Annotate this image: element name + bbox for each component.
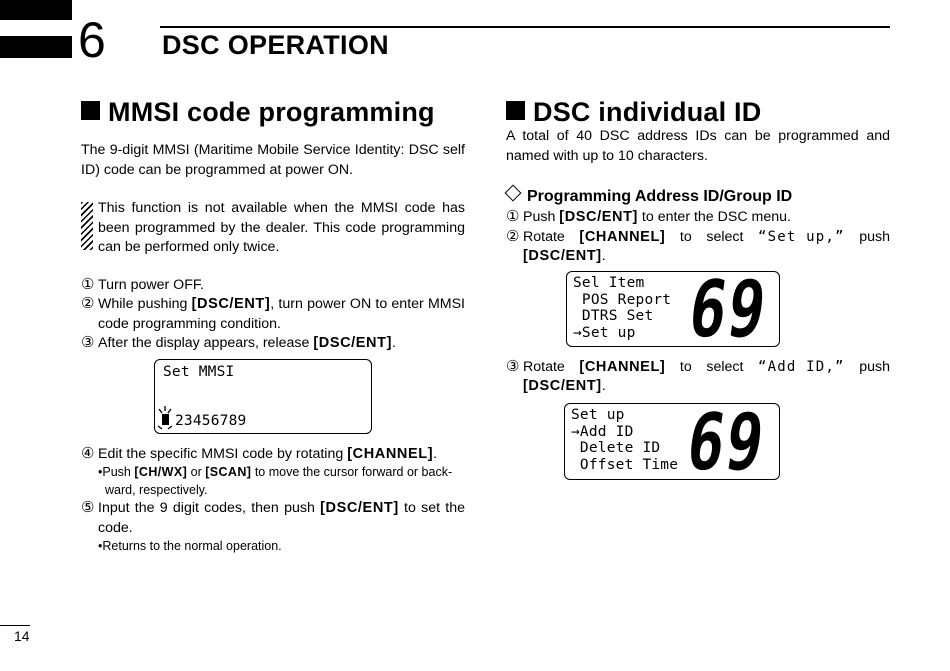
mmsi-step-2 xyxy=(98,295,465,334)
dsc-id-subtitle xyxy=(503,187,792,206)
key-label: [CHANNEL] xyxy=(579,359,666,375)
step-text: . xyxy=(601,378,606,394)
step-text: . xyxy=(392,335,396,351)
lcd-line: DTRS Set xyxy=(573,308,654,324)
square-bullet-icon xyxy=(506,101,525,120)
step-text: While pushing xyxy=(98,296,192,312)
key-label: [DSC/ENT] xyxy=(313,335,393,351)
chapter-tab-top xyxy=(0,0,72,20)
subtitle-text: Programming Address ID/Group ID xyxy=(527,188,793,205)
step-text: to xyxy=(679,359,692,375)
mmsi-title-text: MMSI code programming xyxy=(108,97,435,127)
lcd-line: Delete ID xyxy=(571,440,661,456)
step-text: to set the code. xyxy=(98,500,465,536)
lcd-line: →Add ID xyxy=(571,423,634,440)
page-number-rule xyxy=(0,625,30,626)
step-text: select xyxy=(706,359,744,375)
step-text: push xyxy=(859,359,890,375)
mmsi-section-title xyxy=(81,97,435,128)
dsc-id-step-2 xyxy=(523,228,890,248)
bullet-text: •Push xyxy=(98,465,135,479)
bullet-text: or xyxy=(187,465,206,479)
step-text: Push xyxy=(523,209,560,225)
mmsi-step-4-bullet xyxy=(98,463,465,481)
dsc-id-section-title xyxy=(506,97,761,128)
mmsi-step-4-bullet-cont: ward, respectively. xyxy=(105,483,208,497)
channel-number: 69 xyxy=(683,265,773,355)
step-text: push xyxy=(859,229,890,245)
mmsi-step-1 xyxy=(98,276,465,296)
mmsi-step-5-bullet: •Returns to the normal operation. xyxy=(98,539,282,553)
dsc-id-step-1 xyxy=(523,208,890,228)
step-number: ② xyxy=(506,228,520,245)
key-label: [CHANNEL] xyxy=(579,229,666,245)
dsc-id-step-3-cont xyxy=(523,377,890,397)
step-number: ③ xyxy=(506,358,520,375)
key-label: [DSC/ENT] xyxy=(523,248,602,264)
lcd-line: →Set up xyxy=(573,324,636,341)
key-label: [SCAN] xyxy=(205,465,252,479)
step-text: Input the 9 digit codes, then push xyxy=(98,500,321,516)
dsc-id-step-2-cont xyxy=(523,247,890,267)
lcd-text-inline: “Set up,” xyxy=(757,229,845,245)
dsc-lcd-display-1 xyxy=(566,265,780,355)
page-number: 14 xyxy=(14,628,30,644)
step-text: , turn power ON to enter MMSI code programming condition. xyxy=(98,296,465,332)
chapter-number: 6 xyxy=(78,12,106,68)
dsc-id-intro: A total of 40 DSC address IDs can be programmed and named with up to 10 characters. xyxy=(506,128,890,164)
mmsi-step-3 xyxy=(98,334,465,354)
dsc-id-step-3 xyxy=(523,358,890,378)
step-number: ② xyxy=(81,295,95,312)
key-label: [CH/WX] xyxy=(134,465,188,479)
mmsi-step-4 xyxy=(98,445,465,465)
square-bullet-icon xyxy=(81,101,100,120)
step-text: Rotate xyxy=(523,229,565,245)
header-rule xyxy=(160,26,890,28)
mmsi-intro: The 9-digit MMSI (Maritime Mobile Service Identity: DSC self ID) code can be programmed at power ON. xyxy=(81,142,465,178)
chapter-title: DSC OPERATION xyxy=(162,30,389,60)
mmsi-lcd-display xyxy=(154,359,372,434)
lcd-line: Set MMSI xyxy=(163,364,235,380)
lcd-text-inline: “Add ID,” xyxy=(757,359,845,375)
step-number: ⑤ xyxy=(81,499,95,516)
step-text: . xyxy=(601,248,606,264)
key-label: [DSC/ENT] xyxy=(523,378,602,394)
dsc-id-title-text: DSC individual ID xyxy=(533,97,762,127)
key-label: [DSC/ENT] xyxy=(191,296,271,312)
step-text: After the display appears, release xyxy=(98,335,314,351)
key-label: [DSC/ENT] xyxy=(320,500,399,516)
step-number: ① xyxy=(506,208,520,225)
key-label: [CHANNEL] xyxy=(347,446,434,462)
dsc-lcd-display-2 xyxy=(564,398,780,488)
step-text: Rotate xyxy=(523,359,565,375)
blinking-cursor-icon xyxy=(157,406,173,430)
step-text: . xyxy=(433,446,438,462)
step-text: to xyxy=(679,229,692,245)
step-number: ④ xyxy=(81,445,95,462)
step-text: Turn power OFF. xyxy=(98,277,204,293)
mmsi-step-5 xyxy=(98,499,465,538)
lcd-line: Sel Item xyxy=(573,275,645,291)
key-label: [DSC/ENT] xyxy=(559,209,638,225)
diamond-bullet-icon xyxy=(505,185,522,202)
step-text: select xyxy=(706,229,744,245)
bullet-text: to move the cursor forward or back- xyxy=(251,465,453,479)
lcd-line: Offset Time xyxy=(571,456,679,473)
step-text: to enter the DSC menu. xyxy=(637,209,791,225)
step-number: ③ xyxy=(81,334,95,351)
step-number: ① xyxy=(81,276,95,293)
step-text: Edit the specific MMSI code by rotating xyxy=(98,446,348,462)
mmsi-note: This function is not available when the MMSI code has been programmed by the dealer. This code programming can be performed only twice. xyxy=(98,200,465,255)
lcd-line: 23456789 xyxy=(175,413,247,429)
channel-number: 69 xyxy=(681,398,771,488)
lcd-line: Set up xyxy=(571,407,625,423)
chapter-tab-bottom xyxy=(0,36,72,58)
lcd-line: POS Report xyxy=(573,291,672,308)
caution-hatch-icon xyxy=(81,202,93,250)
